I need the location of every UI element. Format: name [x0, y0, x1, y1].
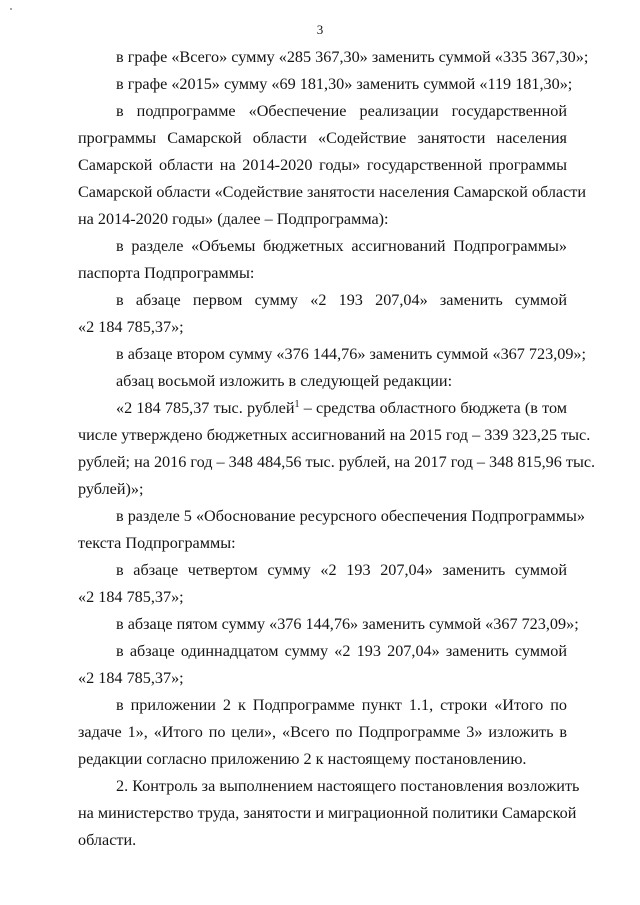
text-line: в графе «2015» сумму «69 181,30» заменить суммой «119 181,30»;: [116, 75, 573, 93]
text-line: Самарской области на 2014-2020 годы» государственной программы: [78, 156, 567, 174]
text-line: в графе «Всего» сумму «285 367,30» заменить суммой «335 367,30»;: [116, 48, 589, 66]
text-line: в абзаце первом сумму «2 193 207,04» заменить суммой: [116, 291, 567, 309]
text-line: на министерство труда, занятости и миграционной политики Самарской: [78, 804, 577, 822]
text-line: паспорта Подпрограммы:: [78, 264, 255, 282]
text-line: на 2014-2020 годы» (далее – Подпрограмма):: [78, 210, 389, 228]
text-line: в подпрограмме «Обеспечение реализации государственной: [116, 102, 567, 120]
text-line: числе утверждено бюджетных ассигнований на 2015 год – 339 323,25 тыс.: [78, 426, 591, 444]
text-line: в абзаце четвертом сумму «2 193 207,04» заменить суммой: [116, 561, 567, 579]
text-line: в приложении 2 к Подпрограмме пункт 1.1, строки «Итого по: [116, 696, 567, 714]
text-line: «2 184 785,37»;: [78, 318, 184, 336]
text-line: задаче 1», «Итого по цели», «Всего по Подпрограмме 3» изложить в: [78, 723, 567, 741]
text-line: текста Подпрограммы:: [78, 534, 236, 552]
text-line: редакции согласно приложению 2 к настоящему постановлению.: [78, 750, 527, 768]
text-fragment: – средства областного бюджета (в том: [299, 399, 568, 417]
text-fragment: «2 184 785,37 тыс. рублей: [116, 399, 295, 417]
scan-dot: [10, 8, 12, 10]
text-line: в разделе 5 «Обоснование ресурсного обеспечения Подпрограммы»: [116, 507, 585, 525]
text-line: абзац восьмой изложить в следующей редакции:: [116, 372, 453, 390]
text-line: в разделе «Объемы бюджетных ассигнований Подпрограммы»: [116, 237, 567, 255]
text-line: в абзаце втором сумму «376 144,76» заменить суммой «367 723,09»;: [116, 345, 587, 363]
page-number: 3: [316, 22, 324, 37]
text-line: рублей)»;: [78, 480, 144, 498]
text-line: «2 184 785,37»;: [78, 669, 184, 687]
text-line: в абзаце пятом сумму «376 144,76» заменить суммой «367 723,09»;: [116, 615, 579, 633]
text-line: «2 184 785,37»;: [78, 588, 184, 606]
text-line: Самарской области «Содействие занятости населения Самарской области: [78, 183, 587, 201]
text-line: в абзаце одиннадцатом сумму «2 193 207,04» заменить суммой: [116, 642, 567, 660]
text-line: программы Самарской области «Содействие занятости населения: [78, 129, 567, 147]
text-line: [116, 398, 567, 418]
text-line: области.: [78, 831, 137, 849]
footnote-marker: 1: [294, 399, 300, 410]
text-line: 2. Контроль за выполнением настоящего постановления возложить: [116, 777, 580, 795]
text-line: рублей; на 2016 год – 348 484,56 тыс. рублей, на 2017 год – 348 815,96 тыс.: [78, 453, 596, 471]
